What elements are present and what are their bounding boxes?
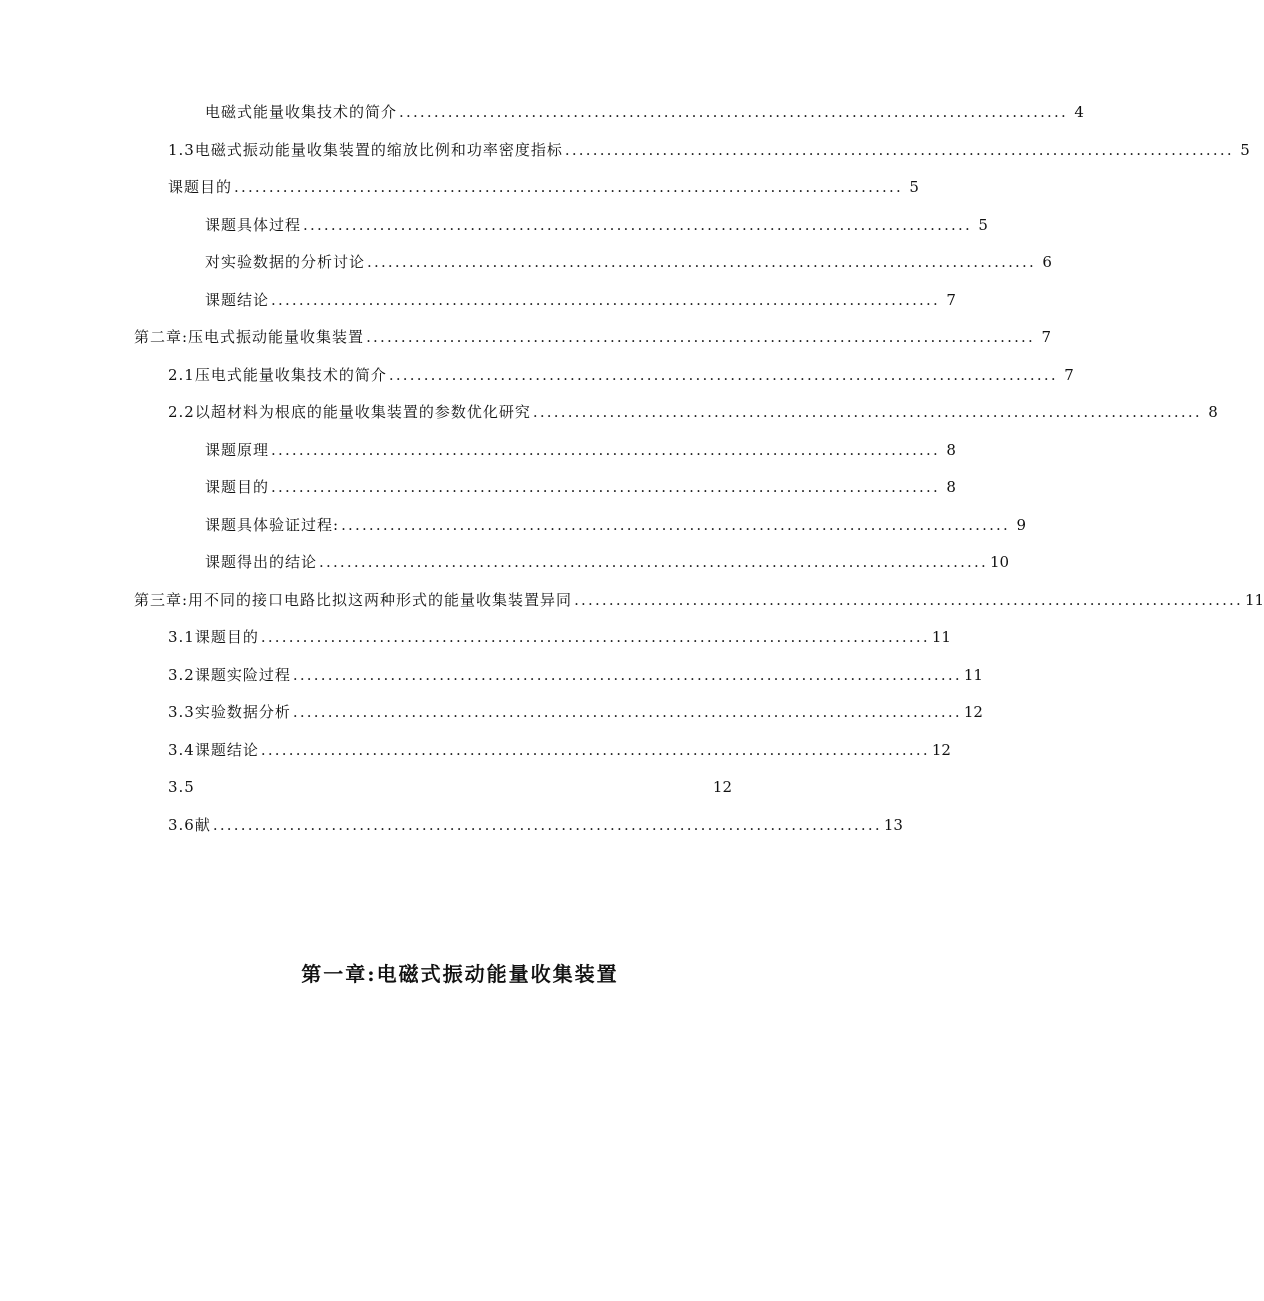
toc-entry[interactable] xyxy=(168,398,1218,422)
toc-entry-page: 9 xyxy=(1016,516,1026,534)
toc-entry-page: 10 xyxy=(989,553,1010,571)
toc-entry[interactable] xyxy=(168,361,1074,385)
dot-leader: ................................................................................................ xyxy=(319,553,988,571)
chapter-heading: 第一章:电磁式振动能量收集装置 xyxy=(301,962,619,986)
toc-entry[interactable] xyxy=(168,661,983,685)
toc-entry[interactable] xyxy=(168,136,1250,160)
toc-entry[interactable] xyxy=(205,436,956,460)
toc-entry[interactable] xyxy=(205,211,988,235)
toc-entry-label: 课题目的 xyxy=(194,628,259,646)
dot-leader: ................................................................................................ xyxy=(212,816,882,834)
toc-entry-page: 7 xyxy=(1041,328,1051,346)
dot-leader: ................................................................................................ xyxy=(303,216,972,234)
toc-entry-label: 课题具体过程 xyxy=(205,216,302,234)
toc-entry-label: 课题实险过程 xyxy=(194,666,291,684)
toc-entry-label: 课题原理 xyxy=(205,441,270,459)
toc-entry-label: 课题具体验证过程: xyxy=(205,516,340,534)
toc-entry-page: 8 xyxy=(1208,403,1218,421)
toc-entry-page: 12 xyxy=(712,778,732,796)
dot-leader: ................................................................................................ xyxy=(271,441,940,459)
dot-leader: ................................................................................................ xyxy=(260,741,930,759)
toc-entry-page: 11 xyxy=(963,666,983,684)
toc-entry[interactable] xyxy=(168,173,919,197)
toc-entry[interactable] xyxy=(205,98,1084,122)
dot-leader: ................................................................................................ xyxy=(532,403,1202,421)
dot-leader: ................................................................................................ xyxy=(564,141,1234,159)
dot-leader: ................................................................................................ xyxy=(271,478,940,496)
dot-leader: ................................................................................................ xyxy=(292,703,962,721)
toc-entry-label: 课题结论 xyxy=(205,291,270,309)
toc-entry[interactable] xyxy=(205,511,1026,535)
toc-entry-label: 献 xyxy=(194,816,211,834)
toc-entry-number: 2.2 xyxy=(168,403,195,421)
toc-entry-number: 3.5 xyxy=(168,778,195,796)
dot-leader: ................................................................................................ xyxy=(271,291,940,309)
dot-leader: ................................................................................................ xyxy=(574,591,1243,609)
toc-entry[interactable] xyxy=(168,736,951,760)
toc-entry[interactable] xyxy=(168,698,983,722)
toc-entry-number: 3.1 xyxy=(168,628,195,646)
toc-entry-label: 课题结论 xyxy=(194,741,259,759)
toc-entry[interactable] xyxy=(205,473,956,497)
toc-entry-page: 8 xyxy=(946,441,956,459)
dot-leader: ................................................................................................ xyxy=(292,666,962,684)
toc-entry-number: 3.2 xyxy=(168,666,195,684)
toc-entry-number: 3.4 xyxy=(168,741,195,759)
toc-entry[interactable] xyxy=(205,248,1052,272)
toc-entry[interactable] xyxy=(134,586,1264,610)
toc-entry-page: 5 xyxy=(978,216,988,234)
toc-entry-page: 7 xyxy=(946,291,956,309)
dot-leader: ................................................................................................ xyxy=(399,103,1068,121)
toc-entry-number: 1.3 xyxy=(168,141,195,159)
toc-entry-page: 12 xyxy=(931,741,951,759)
toc-entry-label: 实验数据分析 xyxy=(194,703,291,721)
toc-entry-label: 对实验数据的分析讨论 xyxy=(205,253,366,271)
toc-entry-page: 13 xyxy=(883,816,903,834)
toc-entry-label: 第二章:压电式振动能量收集装置 xyxy=(134,328,365,346)
toc-entry-number: 3.6 xyxy=(168,816,195,834)
dot-leader: ................................................................................................ xyxy=(341,516,1010,534)
toc-entry-number: 2.1 xyxy=(168,366,195,384)
toc-entry-page: 11 xyxy=(931,628,951,646)
toc-entry-label: 课题目的 xyxy=(205,478,270,496)
dot-leader: ................................................................................................ xyxy=(234,178,903,196)
toc-entry-label: 电磁式振动能量收集装置的缩放比例和功率密度指标 xyxy=(194,141,563,159)
toc-entry-page: 7 xyxy=(1064,366,1074,384)
toc-entry-page: 11 xyxy=(1245,591,1264,609)
toc-entry-page: 12 xyxy=(963,703,983,721)
toc-entry-page: 5 xyxy=(1240,141,1250,159)
toc-entry[interactable] xyxy=(168,811,903,835)
toc-entry-page: 8 xyxy=(946,478,956,496)
toc-entry-label: 以超材料为根底的能量收集装置的参数优化研究 xyxy=(194,403,531,421)
toc-entry[interactable] xyxy=(205,548,1010,572)
dot-leader: ................................................................................................ xyxy=(388,366,1058,384)
toc-entry[interactable] xyxy=(168,773,732,797)
toc-entry-number: 3.3 xyxy=(168,703,195,721)
toc-entry-label: 课题目的 xyxy=(168,178,233,196)
toc-entry-page: 4 xyxy=(1074,103,1084,121)
toc-entry-label: 第三章:用不同的接口电路比拟这两种形式的能量收集装置异同 xyxy=(134,591,573,609)
toc-entry-label: 电磁式能量收集技术的简介 xyxy=(205,103,398,121)
toc-entry[interactable] xyxy=(168,623,951,647)
toc-entry-label: 压电式能量收集技术的简介 xyxy=(194,366,387,384)
toc-entry[interactable] xyxy=(205,286,956,310)
toc-entry-page: 6 xyxy=(1042,253,1052,271)
dot-leader: ................................................................................................ xyxy=(260,628,930,646)
toc-entry[interactable] xyxy=(134,323,1051,347)
dot-leader: ................................................................................................ xyxy=(366,328,1035,346)
toc-entry-label: 课题得出的结论 xyxy=(205,553,318,571)
toc-entry-page: 5 xyxy=(909,178,919,196)
dot-leader: ................................................................................................ xyxy=(367,253,1036,271)
